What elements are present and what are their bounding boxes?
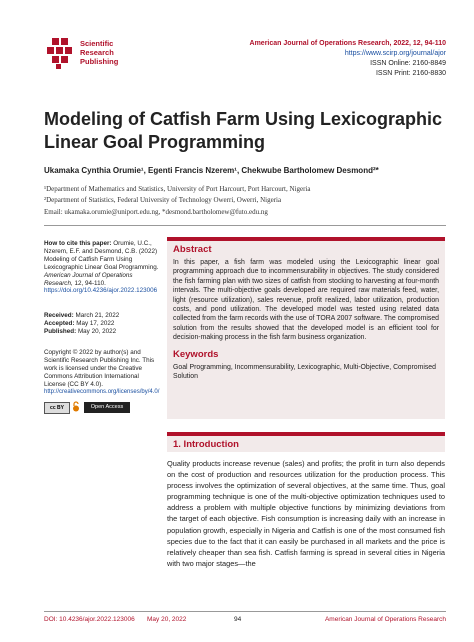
citation-block [44,240,162,295]
email-line: Email: ukamaka.orumie@uniport.edu.ng, *desmond.bartholomew@futo.edu.ng [44,208,268,216]
publisher-line2: Research [80,48,114,57]
authors: Ukamaka Cynthia Orumie¹, Egenti Francis Nzerem¹, Chekwube Bartholomew Desmond²* [44,166,379,175]
affiliation-2: ²Department of Statistics, Federal University of Technology Owerri, Owerri, Nigeria [44,196,282,204]
title-line1: Modeling of Catfish Farm Using Lexicographic [44,109,443,129]
date-accepted-label: Accepted: [44,319,75,327]
journal-citation: American Journal of Operations Research, 2022, 12, 94-110 [249,40,446,47]
cite-label: How to cite this paper: [44,240,112,247]
page-number: 94 [234,616,242,623]
date-published [44,328,162,336]
date-accepted [44,320,162,328]
abstract-heading: Abstract [173,244,212,255]
paper-title [44,108,444,154]
cite-text: Orumie, U.C., Nzerem, E.F. and Desmond, C.B. (2022) Modeling of Catfish Farm Using Lexicographic Linear Goal Programming. [44,240,159,271]
footer-doi: DOI: 10.4236/ajor.2022.123006 [44,616,135,623]
date-received-value: March 21, 2022 [75,312,120,319]
issn-online: ISSN Online: 2160-8849 [370,60,446,67]
date-received-label: Received: [44,312,74,319]
keywords-heading: Keywords [173,349,219,360]
publisher-name [80,39,118,66]
publisher-line3: Publishing [80,57,119,66]
open-access-badge: Open Access [84,402,130,413]
abstract-text: In this paper, a fish farm was modeled using the Lexicographic linear goal programming approach due to incommensurability in objectives. The study considered the fish farming plan with two sizes of catfish from stocking to harvesting at four-month intervals. The multi-objective goals developed are required raw materials feed, water, light (resource utilization), sales revenue, profit realized, labor utilization, production costs, and pond utilization. The developed model was tested using related data collected from the farm records with the use of TORA 2007 software. The compromised solution from the results showed that the developed model is an efficient tool for decision-making process in the fish farm business organization. [173,259,439,342]
date-published-label: Published: [44,327,77,335]
cc-by-badge-icon[interactable]: cc BY [44,402,70,414]
affiliation-1: ¹Department of Mathematics and Statistics, University of Port Harcourt, Port Harcourt, Nigeria [44,185,311,193]
cite-doi-link[interactable]: https://doi.org/10.4236/ajor.2022.123006 [44,287,158,295]
footer-journal: American Journal of Operations Research [324,616,446,623]
license-link[interactable]: http://creativecommons.org/licenses/by/4.0/ [44,388,160,395]
copyright-block [44,349,162,396]
date-accepted-value: May 17, 2022 [76,319,115,327]
keywords-text: Goal Programming, Incommensurability, Lexicographic, Multi-Objective, Compromised Solution [173,364,436,381]
date-received [44,312,162,320]
cite-vol: 12, 94-110. [74,279,106,287]
dates-block [44,312,162,336]
journal-url-link[interactable]: https://www.scirp.org/journal/ajor [344,50,446,57]
divider [44,225,446,226]
issn-print: ISSN Print: 2160-8830 [375,70,446,77]
intro-heading: 1. Introduction [173,439,239,450]
footer-divider [44,611,446,612]
title-line2: Linear Goal Programming [44,132,266,152]
footer-date: May 20, 2022 [147,616,187,623]
publisher-line1: Scientific [80,39,114,48]
intro-text: Quality products increase revenue (sales) and profits; the profit in turn also depends on the cost of production and resources utilization for the production process. This process involves the optimization of several objectives, at the same time. Thus, goal programming technique is one of the multi-objective optimization techniques used to address a problem with multiple objective functions by minimizing deviations from the target of each objective. Fish consumption is increasing daily with an increase in population growth, especially in Nigeria and Catfish is one of the most consumed fish species due to the fact that it can easily be purchased in all markets and the price is relatively cheaper than sea fish. Catfish farming is spread in several cities in Nigeria with two major stages—the [167,459,445,568]
abstract-box [167,241,445,419]
intro-heading-box [167,436,445,452]
date-published-value: May 20, 2022 [77,327,117,335]
open-access-lock-icon [72,401,80,412]
cite-journal: American Journal of Operations Research, [44,271,133,287]
copyright-text: Copyright © 2022 by author(s) and Scientific Research Publishing Inc. This work is licensed under the Creative Commons Attribution International License (CC BY 4.0). [44,349,155,388]
